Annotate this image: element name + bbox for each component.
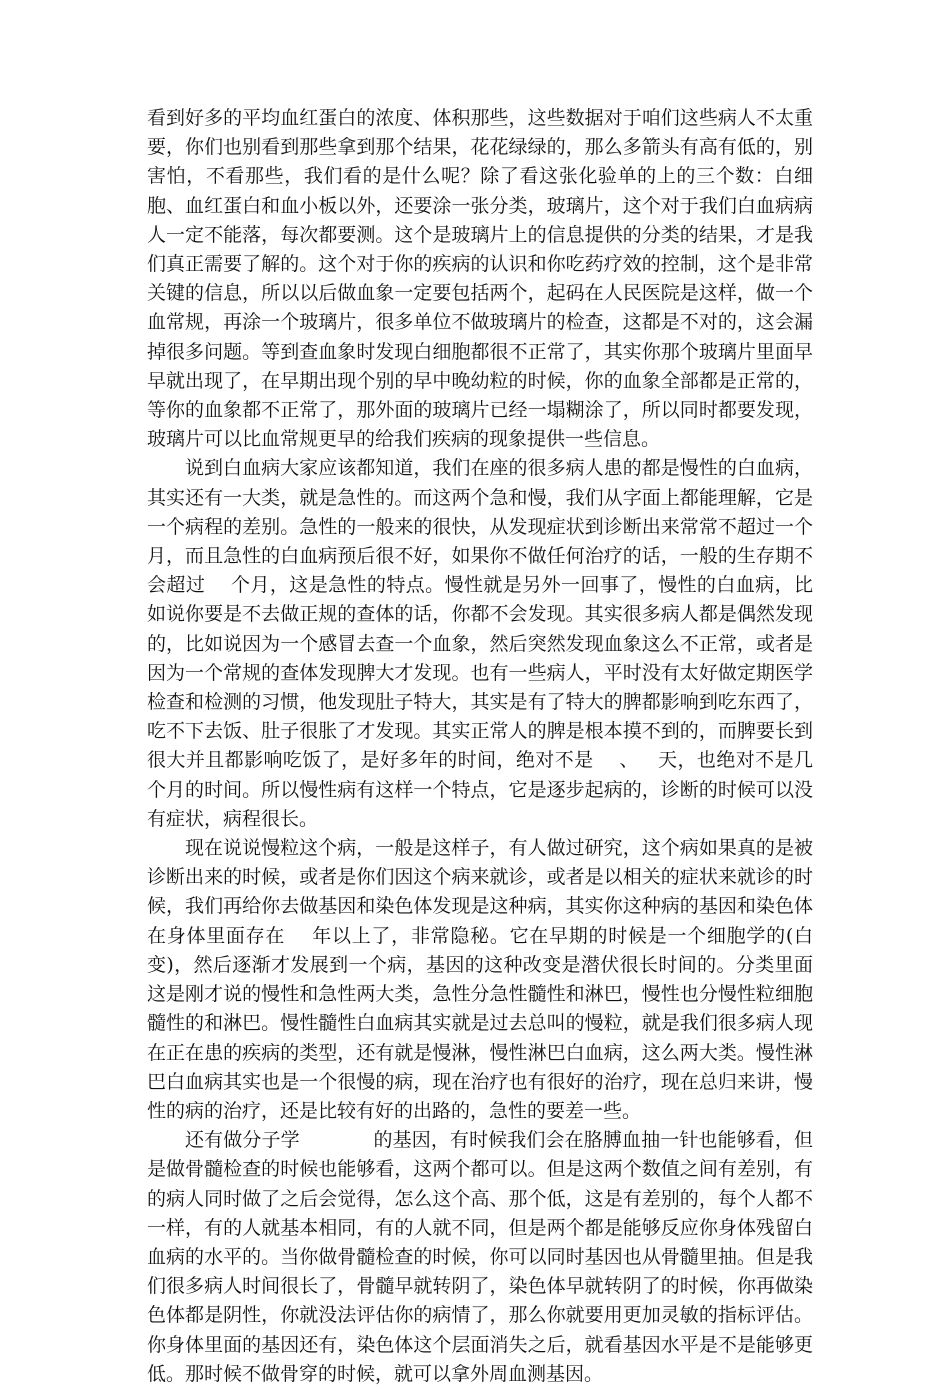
paragraph-cml-overview: 现在说说慢粒这个病，一般是这样子，有人做过研究，这个病如果真的是被诊断出来的时候，或者是你们因这个病来就诊，或者是以相关的症状来就诊的时候，我们再给你去做基因和染色体发现是这种病，其实你这种病的基因和染色体在身体里面存在 年以上了，非常隐秘。它在早期的时候是一个细胞学的(白变)，然后逐渐才发展到一个病，基因的这种改变是潜伏很长时间的。分类里面这是刚才说的慢性和急性两大类，急性分急性髓性和淋巴，慢性也分慢性粒细胞髓性的和淋巴。慢性髓性白血病其实就是过去总叫的慢粒，就是我们很多病人现在正在患的疾病的类型，还有就是慢淋，慢性淋巴白血病，这么两大类。慢性淋巴白血病其实也是一个很慢的病，现在治疗也有很好的治疗，现在总归来讲，慢性的病的治疗，还是比较有好的出路的，急性的要差一些。 (147, 837, 813, 1122)
paragraph-blood-smear: 看到好多的平均血红蛋白的浓度、体积那些，这些数据对于咱们这些病人不太重要，你们也别看到那些拿到那个结果，花花绿绿的，那么多箭头有高有低的，别害怕，不看那些，我们看的是什么呢？除了看这张化验单的上的三个数：白细胞、血红蛋白和血小板以外，还要涂一张分类，玻璃片，这个对于我们白血病病人一定不能落，每次都要测。这个是玻璃片上的信息提供的分类的结果，才是我们真正需要了解的。这个对于你的疾病的认识和你吃药疗效的控制，这个是非常关键的信息，所以以后做血象一定要包括两个，起码在人民医院是这样，做一个血常规，再涂一个玻璃片，很多单位不做玻璃片的检查，这都是不对的，这会漏掉很多问题。等到查血象时发现白细胞都很不正常了，其实你那个玻璃片里面早早就出现了，在早期出现个别的早中晚幼粒的时候，你的血象全部都是正常的，等你的血象都不正常了，那外面的玻璃片已经一塌糊涂了，所以同时都要发现，玻璃片可以比血常规更早的给我们疾病的现象提供一些信息。 (147, 107, 813, 451)
document-body (147, 104, 813, 1389)
paragraph-acute-chronic-leukemia: 说到白血病大家应该都知道，我们在座的很多病人患的都是慢性的白血病，其实还有一大类，就是急性的。而这两个急和慢，我们从字面上都能理解，它是一个病程的差别。急性的一般来的很快，从发现症状到诊断出来常常不超过一个月，而且急性的白血病预后很不好，如果你不做任何治疗的话，一般的生存期不会超过 个月，这是急性的特点。慢性就是另外一回事了，慢性的白血病，比如说你要是不去做正规的查体的话，你都不会发现。其实很多病人都是偶然发现的，比如说因为一个感冒去查一个血象，然后突然发现血象这么不正常，或者是因为一个常规的查体发现脾大才发现。也有一些病人，平时没有太好做定期医学检查和检测的习惯，他发现肚子特大，其实是有了特大的脾都影响到吃东西了，吃不下去饭、肚子很胀了才发现。其实正常人的脾是根本摸不到的，而脾要长到很大并且都影响吃饭了，是好多年的时间，绝对不是 、 天，也绝对不是几个月的时间。所以慢性病有这样一个特点，它是逐步起病的，诊断的时候可以没有症状，病程很长。 (147, 457, 813, 830)
paragraph-molecular-testing: 还有做分子学 的基因，有时候我们会在胳膊血抽一针也能够看，但是做骨髓检查的时候也能够看，这两个都可以。但是这两个数值之间有差别，有的病人同时做了之后会觉得，怎么这个高、那个低，这是有差别的，每个人都不一样，有的人就基本相同，有的人就不同，但是两个都是能够反应你身体残留白血病的水平的。当你做骨髓检查的时候，你可以同时基因也从骨髓里抽。但是我们很多病人时间很长了，骨髓早就转阴了，染色体早就转阴了的时候，你再做染色体都是阴性，你就没法评估你的病情了，那么你就要用更加灵敏的指标评估。你身体里面的基因还有，染色体这个层面消失之后，就看基因水平是不是能够更低。那时候不做骨穿的时候，就可以拿外周血测基因。 (147, 1129, 813, 1385)
